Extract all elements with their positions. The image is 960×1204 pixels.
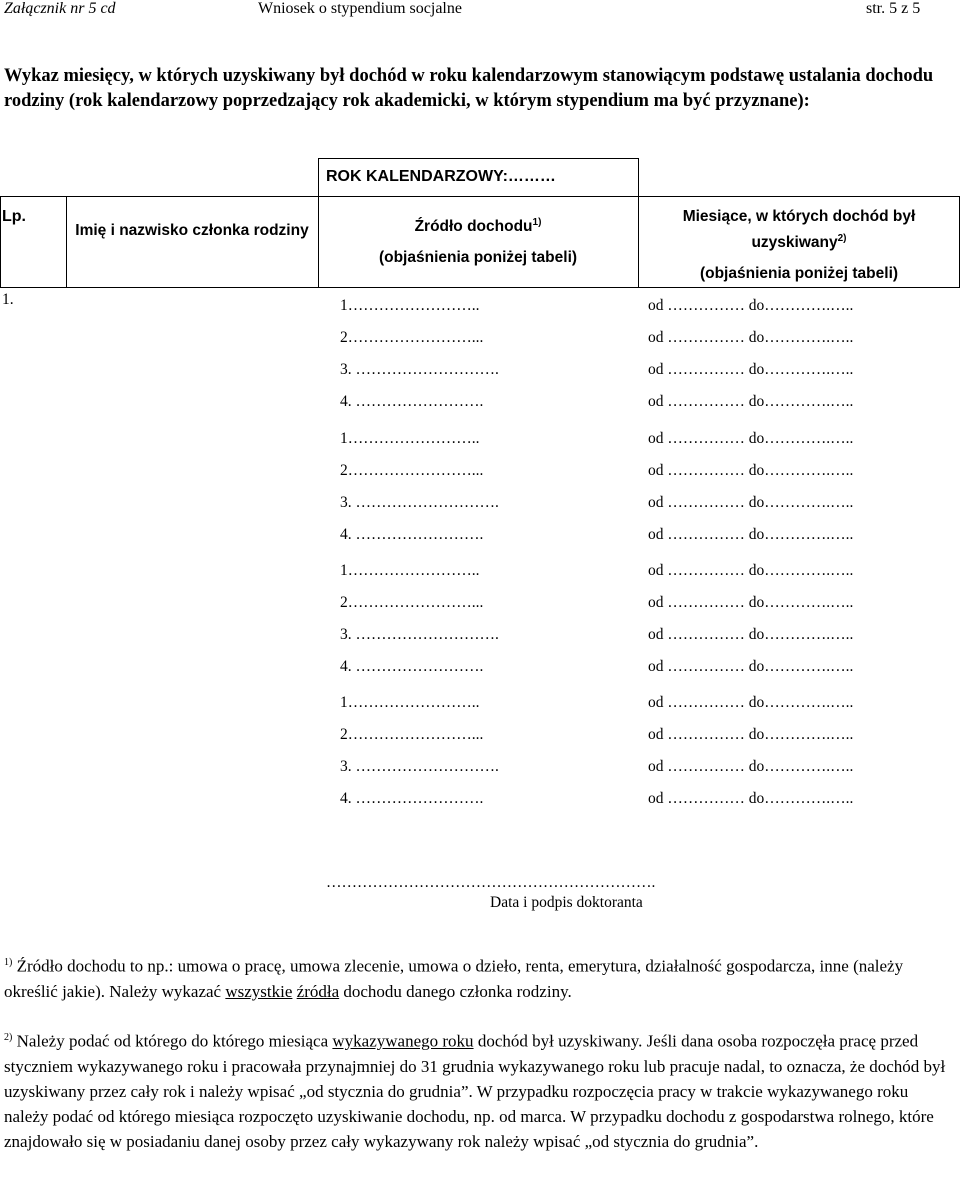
footnote-2-text-b: dochód był uzyskiwany. Jeśli dana osoba rozpoczęła pracę przed styczniem wykazywanego roku i pracowała przynajmniej do 31 grudnia wykazywanego roku lub pracuje nadal, to oznacza, że dochód był uzyskiwany przez cały rok i należy wpisać „od stycznia do grudnia”. W przypadku rozpoczęcia pracy w trakcie wykazywanego roku należy podać od którego miesiąca rozpoczęto uzyskiwanie dochodu, np. od marca. W przypadku dochodu z gospodarstwa rolnego, które znajdowało się w posiadaniu danej osoby przez cały wykazywany rok należy wpisać „od stycznia do grudnia”. [4,1031,946,1151]
col-header-source [318,212,638,269]
table-border [0,287,960,288]
footnote-1 [4,950,954,1004]
months-range-field[interactable]: od …………… do………….….. [648,726,854,743]
months-range-field[interactable]: od …………… do………….….. [648,329,854,346]
table-border [318,158,319,196]
footnote-2 [4,1025,954,1154]
months-range-field[interactable]: od …………… do………….….. [648,658,854,675]
income-source-field[interactable]: 4. ……………………. [340,790,484,807]
table-border [638,196,639,287]
months-range-field[interactable]: od …………… do………….….. [648,758,854,775]
row-lp-1: 1. [2,291,14,308]
table-border [0,196,1,287]
income-source-field[interactable]: 2……………………... [340,726,484,743]
months-range-field[interactable]: od …………… do………….….. [648,361,854,378]
table-border [318,158,638,159]
months-range-field[interactable]: od …………… do………….….. [648,494,854,511]
months-range-field[interactable]: od …………… do………….….. [648,626,854,643]
col-header-name: Imię i nazwisko członka rodziny [75,222,309,239]
col-header-months-sup: 2) [837,233,847,244]
months-range-field[interactable]: od …………… do………….….. [648,526,854,543]
income-source-field[interactable]: 2……………………... [340,462,484,479]
year-label: ROK KALENDARZOWY:……… [326,168,556,185]
signature-label: Data i podpis doktoranta [490,894,643,911]
footnote-2-text-a: Należy podać od którego do którego miesiąca [16,1031,333,1051]
footnote-1-text-c: dochodu danego członka rodziny. [339,981,572,1001]
income-source-field[interactable]: 4. ……………………. [340,393,484,410]
footnote-2-underlined: wykazywanego roku [332,1031,474,1051]
income-source-field[interactable]: 1…………………….. [340,297,480,314]
months-range-field[interactable]: od …………… do………….….. [648,430,854,447]
header-document-title: Wniosek o stypendium socjalne [258,0,462,17]
income-source-field[interactable]: 4. ……………………. [340,658,484,675]
months-range-field[interactable]: od …………… do………….….. [648,790,854,807]
income-source-field[interactable]: 1…………………….. [340,430,480,447]
months-range-field[interactable]: od …………… do………….….. [648,297,854,314]
income-source-field[interactable]: 3. ………………………. [340,494,499,511]
col-header-source-label: Źródło dochodu [414,218,533,236]
months-range-field[interactable]: od …………… do………….….. [648,594,854,611]
income-source-field[interactable]: 1…………………….. [340,562,480,579]
income-source-field[interactable]: 2……………………... [340,329,484,346]
income-source-field[interactable]: 3. ………………………. [340,361,499,378]
header-page-number: str. 5 z 5 [866,0,921,17]
income-source-field[interactable]: 3. ………………………. [340,626,499,643]
footnote-2-marker: 2) [4,1032,13,1043]
col-header-months-note: (objaśnienia poniżej tabeli) [699,265,899,283]
months-range-field[interactable]: od …………… do………….….. [648,562,854,579]
col-header-months [640,206,958,285]
intro-heading: Wykaz miesięcy, w których uzyskiwany był dochód w roku kalendarzowym stanowiącym podstawę ustalania dochodu rodziny (rok kalendarzowy poprzedzający rok akademicki, w którym stypendium ma być przyznane): [4,66,934,111]
col-header-months-label: Miesiące, w których dochód był uzyskiwany [682,208,916,252]
footnote-1-text-a: Źródło dochodu to np.: umowa o pracę, umowa zlecenie, umowa o dzieło, renta, emerytura, działalność gospodarcza, inne (należy określić jakie). Należy wykazać [4,956,904,1001]
header-attachment-label: Załącznik nr 5 cd [4,0,116,17]
col-header-source-sup: 1) [532,217,542,228]
col-header-lp: Lp. [2,208,26,225]
months-range-field[interactable]: od …………… do………….….. [648,462,854,479]
income-source-field[interactable]: 4. ……………………. [340,526,484,543]
signature-line: ………………………………………………………. [326,874,656,891]
income-source-field[interactable]: 1…………………….. [340,694,480,711]
footnote-1-underlined-1: wszystkie [225,981,293,1001]
months-range-field[interactable]: od …………… do………….….. [648,694,854,711]
months-range-field[interactable]: od …………… do………….….. [648,393,854,410]
income-source-field[interactable]: 2……………………... [340,594,484,611]
col-header-source-note: (objaśnienia poniżej tabeli) [378,249,578,267]
footnote-1-underlined-2: źródła [296,981,340,1001]
table-border [0,196,960,197]
footnote-1-marker: 1) [4,957,13,968]
income-source-field[interactable]: 3. ………………………. [340,758,499,775]
